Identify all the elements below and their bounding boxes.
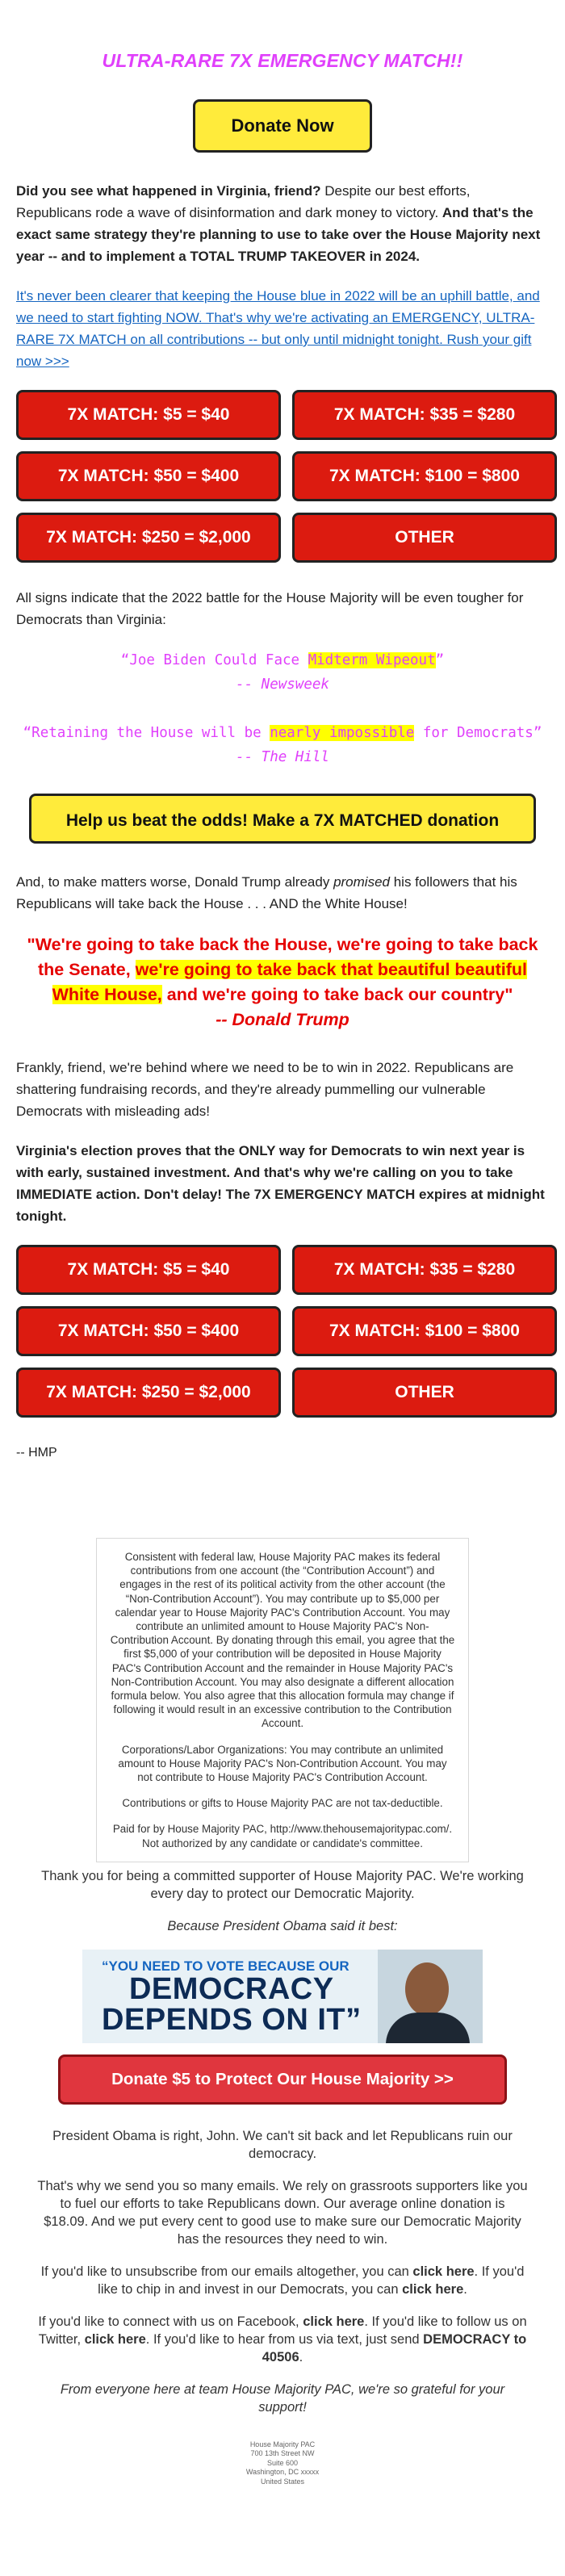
social-paragraph [36,2313,529,2366]
obama-photo [378,1950,483,2043]
intro-bold-lead: Did you see what happened in Virginia, friend? [16,183,321,199]
social-text: . [299,2349,303,2364]
worse-text: And, to make matters worse, Donald Trump already [16,874,334,890]
match-5-button[interactable]: 7X MATCH: $5 = $40 [16,1245,281,1295]
twitter-link[interactable]: click here [84,2331,146,2347]
match-250-button[interactable]: 7X MATCH: $250 = $2,000 [16,1368,281,1418]
match-button-grid-1 [16,390,549,563]
frankly-paragraph: Frankly, friend, we're behind where we need to be to win in 2022. Republicans are shattering fundraising records, and they're already pummelling our vulnerable Democrats with misleading ads! [16,1060,514,1119]
beat-odds-button[interactable]: Help us beat the odds! Make a 7X MATCHED donation [29,794,536,844]
legal-disclaimer-box [96,1538,469,1862]
address-line: 700 13th Street NW [250,2449,315,2458]
email-body [16,0,549,1464]
paid-for-text: Paid for by House Majority PAC, http://www.thehousemajoritypac.com/. Not authorized by any candidate or candidate's committee. [112,1823,453,1849]
address-line: United States [260,2477,305,2486]
match-35-button[interactable]: 7X MATCH: $35 = $280 [292,390,557,440]
banner-quote: “YOU NEED TO VOTE BECAUSE OUR [102,1958,349,1974]
social-text: If you'd like to connect with us on Facebook, [38,2314,303,2329]
social-text: . If you'd like to hear from us via text, just send [145,2331,424,2347]
match-100-button[interactable]: 7X MATCH: $100 = $800 [292,1306,557,1356]
quote-text: “Retaining the House will be [23,725,270,741]
obama-right-text: President Obama is right, John. We can't sit back and let Republicans ruin our democracy. [52,2128,513,2161]
worse-paragraph [16,871,549,915]
match-250-button[interactable]: 7X MATCH: $250 = $2,000 [16,513,281,563]
address-line: House Majority PAC [249,2440,316,2448]
banner-line-2: DEPENDS ON IT” [102,2002,362,2037]
social-text: . If you'd like to follow us on Twitter, [38,2314,527,2347]
closing-section [36,1867,529,2416]
tax-text: Contributions or gifts to House Majority PAC are not tax-deductible. [122,1797,443,1810]
match-button-grid-2 [16,1245,549,1418]
donate-5-button[interactable]: Donate $5 to Protect Our House Majority >> [58,2055,507,2105]
match-5-button[interactable]: 7X MATCH: $5 = $40 [16,390,281,440]
worse-text: his followers that his Republicans will take back the House . . . AND the White House! [16,874,517,911]
trump-quote-text: "We're going to take back the House, we're going to take back the Senate, [27,935,538,979]
match-50-button[interactable]: 7X MATCH: $50 = $400 [16,1306,281,1356]
photo-body-shape [386,2013,470,2043]
invest-link[interactable]: click here [402,2281,464,2297]
unsub-text: If you'd like to unsubscribe from our emails altogether, you can [40,2264,413,2279]
unsubscribe-link[interactable]: click here [412,2264,475,2279]
quote-highlight: Midterm Wipeout [308,652,436,668]
mailing-address [0,2440,565,2487]
other-amount-button[interactable]: OTHER [292,1368,557,1418]
corp-text: Corporations/Labor Organizations: You may contribute an unlimited amount to House Majority PAC's Non-Contribution Account. You may not contribute to House Majority PAC's Contribution Account. [118,1743,447,1784]
address-line: Washington, DC xxxxx [245,2468,320,2477]
match-35-button[interactable]: 7X MATCH: $35 = $280 [292,1245,557,1295]
obama-banner [82,1950,483,2043]
worse-emphasis: promised [333,874,390,890]
emails-text: That's why we send you so many emails. We rely on grassroots supporters like you to fuel our efforts to take Republicans down. Our average online donation is $18.09. And we put every cent to good use to make sure our Democratic Majority has the resources they need to win. [37,2178,528,2247]
trump-quote [16,932,549,1032]
intro-text: Despite our best efforts, Republicans rode a wave of disinformation and dark money to victory. [16,183,471,220]
banner-headline [102,1971,362,2037]
quote-text: ” [435,652,445,668]
trump-quote-highlight: we're going to take back that beautiful beautiful White House, [52,960,528,1004]
quote-source: -- Newsweek [236,676,329,693]
legal-text: Consistent with federal law, House Majority PAC makes its federal contributions from one account (the “Contribution Account”) and engages in the rest of its political activity from the other account (the “Non-Contribution Account”). You may contribute up to $5,000 per calendar year to House Majority PAC's Contribution Account. You may contribute an unlimited amount to House Majority PAC's Non-Contribution Account. By donating through this email, you agree that the first $5,000 of your contribution will be deposited in House Majority PAC's Contribution Account and the remainder in House Majority PAC's Non-Contribution Account. You may also designate a different allocation formula below. You also agree that this allocation formula may change if following it would result in an excessive contribution to the Contribution Account. [110,1551,455,1730]
virginia-paragraph: Virginia's election proves that the ONLY way for Democrats to win next year is with early, sustained investment. And that's why we're calling on you to take IMMEDIATE action. Don't delay! The 7X EMERGENCY MATCH expires at midnight tonight. [16,1143,545,1224]
match-100-button[interactable]: 7X MATCH: $100 = $800 [292,451,557,501]
signoff: -- HMP [16,1446,57,1460]
rush-gift-link[interactable]: It's never been clearer that keeping the House blue in 2022 will be an uphill battle, and we need to start fighting NOW. That's why we're activating an EMERGENCY, ULTRA-RARE 7X MATCH on all contributions -- but only until midnight tonight. Rush your gift now >>> [16,288,540,369]
quote-highlight: nearly impossible [270,725,415,741]
intro-bold-tail: And that's the exact same strategy they're planning to use to take over the House Majority next year -- and to implement a TOTAL TRUMP TAKEOVER in 2024. [16,205,541,264]
photo-head-shape [405,1962,449,2016]
donate-now-button[interactable]: Donate Now [193,99,372,153]
thanks-text: Thank you for being a committed supporter of House Majority PAC. We're working every day to protect our Democratic Majority. [41,1868,524,1901]
address-line: Suite 600 [266,2458,299,2467]
closing-text: From everyone here at team House Majority PAC, we're so grateful for your support! [60,2381,505,2415]
quote-source: -- The Hill [236,749,329,765]
signs-paragraph: All signs indicate that the 2022 battle for the House Majority will be even tougher for Democrats than Virginia: [16,590,524,627]
quote-text: “Joe Biden Could Face [120,652,308,668]
banner-line-1: DEMOCRACY [128,1971,334,2006]
text-code: DEMOCRACY to 40506 [262,2331,527,2364]
match-50-button[interactable]: 7X MATCH: $50 = $400 [16,451,281,501]
facebook-link[interactable]: click here [303,2314,365,2329]
newsweek-quote [16,648,549,697]
intro-paragraph [16,180,549,267]
trump-quote-source: -- Donald Trump [216,1010,349,1029]
unsub-text: . [463,2281,467,2297]
hill-quote [16,721,549,769]
unsubscribe-paragraph [36,2263,529,2298]
headline: ULTRA-RARE 7X EMERGENCY MATCH!! [102,50,463,71]
other-amount-button[interactable]: OTHER [292,513,557,563]
obama-intro: Because President Obama said it best: [167,1918,398,1933]
trump-quote-text: and we're going to take back our country" [161,985,513,1004]
quote-text: for Democrats” [414,725,542,741]
unsub-text: . If you'd like to chip in and invest in our Democrats, you can [98,2264,525,2297]
